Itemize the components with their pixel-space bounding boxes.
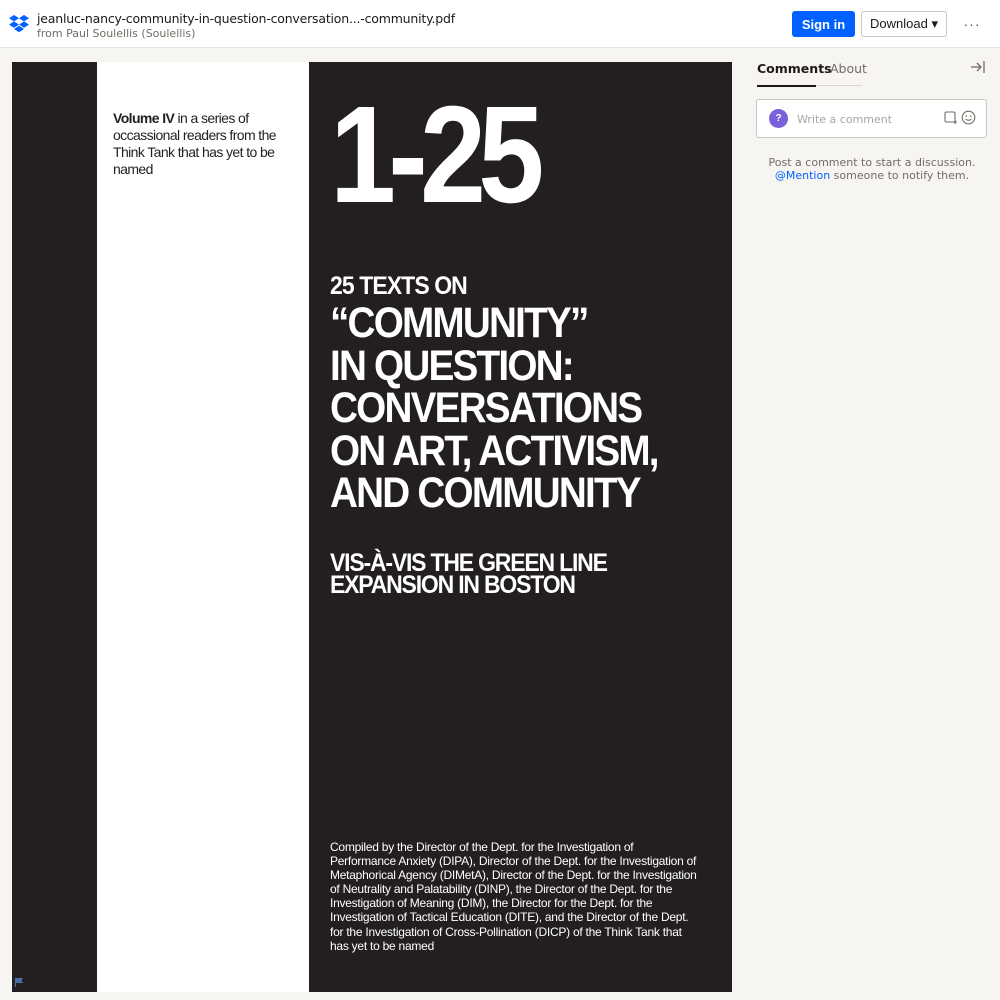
collapse-sidebar-icon[interactable] [970, 60, 986, 74]
comment-box [756, 99, 987, 138]
comments-sidebar [744, 48, 1000, 1000]
dropbox-logo-icon[interactable] [8, 15, 30, 33]
annotate-icon[interactable] [944, 111, 958, 125]
mention-link[interactable]: @Mention [774, 169, 831, 182]
cover-title-line: AND COMMUNITY [330, 469, 640, 517]
volume-description: in a series of occassional readers from the Think Tank that has yet to be named [113, 110, 276, 177]
download-button[interactable]: Download ▾ [861, 11, 947, 37]
comment-hint [756, 156, 988, 182]
cover-white-panel [97, 62, 309, 992]
file-owner: from Paul Soulellis (Soulellis) [37, 27, 196, 40]
cover-subtitle: 25 TEXTS ON [330, 272, 467, 300]
cover-title-line: ON ART, ACTIVISM, [330, 426, 658, 475]
avatar: ? [769, 109, 788, 128]
tab-comments[interactable]: Comments [757, 61, 832, 76]
hint-text: Post a comment to start a discussion. [768, 156, 976, 169]
active-tab-indicator [757, 85, 816, 87]
report-flag-icon[interactable] [14, 977, 24, 987]
cover-title-line: IN QUESTION: [330, 341, 573, 390]
header [0, 0, 1000, 48]
volume-label: Volume IV [113, 110, 175, 126]
tab-divider [816, 85, 862, 86]
cover-subheading-line: VIS-À-VIS THE GREEN LINE [330, 549, 607, 577]
compiled-by-text: Compiled by the Director of the Dept. for the Investigation of Performance Anxiety (DIPA), Director of the Dept. for the Investigation of Metaphorical Agency (DIMetA), Director of the Dept. for the Investigation of Neutrality and Palatability (DINP), the Director of the Dept. for the Investigation of Meaning (DIM), the Director for the Dept. for the Investigation of Tactical Education (DITE), and the Director of the Dept. for the Investigation of Cross-Pollination (DICP) of the Think Tank that has yet to be named [330, 840, 697, 953]
comment-input[interactable] [797, 110, 937, 128]
tab-about[interactable]: About [830, 61, 867, 76]
cover-title-line: CONVERSATIONS [330, 384, 642, 432]
cover-number: 1-25 [330, 78, 537, 232]
cover-subheading [330, 549, 698, 599]
emoji-icon[interactable] [961, 110, 976, 125]
hint-rest: someone to notify them. [830, 169, 970, 182]
cover-title [330, 299, 690, 517]
cover-subheading-line: EXPANSION IN BOSTON [330, 571, 575, 599]
cover-title-line: “COMMUNITY” [330, 299, 588, 347]
more-options-icon[interactable]: ··· [963, 16, 981, 32]
volume-text [113, 110, 283, 178]
pdf-page [12, 62, 732, 992]
file-title: jeanluc-nancy-community-in-question-conversation...-community.pdf [37, 11, 455, 26]
sign-in-button[interactable]: Sign in [792, 11, 855, 37]
